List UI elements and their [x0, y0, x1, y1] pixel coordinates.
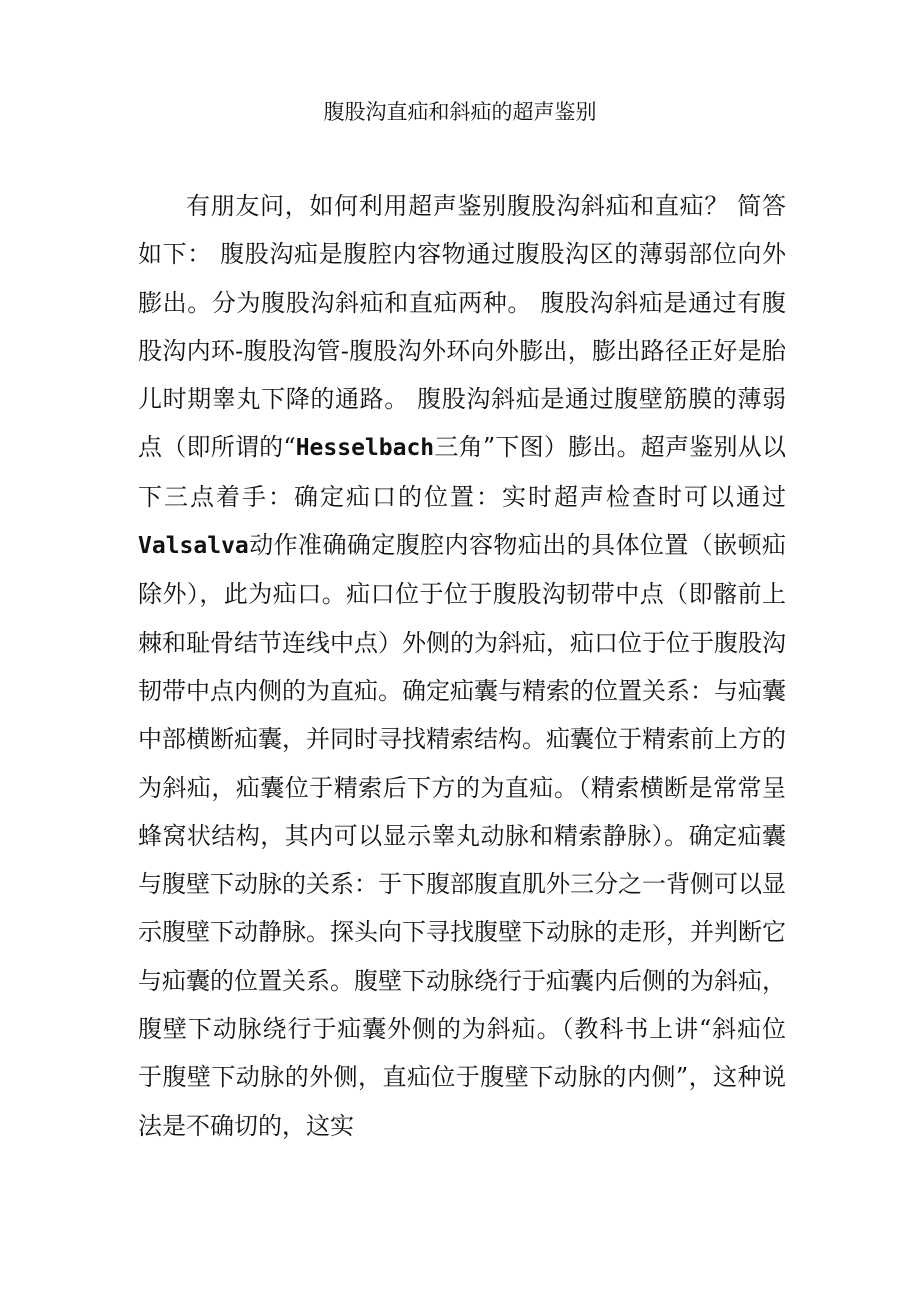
body-text-segment: 动作准确确定腹腔内容物疝出的具体位置（嵌顿疝除外），此为疝口。疝口位于位于腹股沟韧带中点（即髂前上棘和耻骨结节连线中点）外侧的为斜疝，疝口位于位于腹股沟韧带中点内侧的为直疝。确定疝囊与精索的位置关系：与疝囊中部横断疝囊，并同时寻找精索结构。疝囊位于精索前上方的为斜疝，疝囊位于精索后下方的为直疝。（精索横断是常常呈蜂窝状结构，其内可以显示睾丸动脉和精索静脉）。确定疝囊与腹壁下动脉的关系：于下腹部腹直肌外三分之一背侧可以显示腹壁下动静脉。探头向下寻找腹壁下动脉的走形，并判断它与疝囊的位置关系。腹壁下动脉绕行于疝囊内后侧的为斜疝，腹壁下动脉绕行于疝囊外侧的为斜疝。（教科书上讲“斜疝位于腹壁下动脉的外侧，直疝位于腹壁下动脉的内侧”，这种说法是不确切的，这实: [138, 531, 786, 1140]
body-text-segment: 三角”下图）膨出。超声鉴别从以下三点着手：确定疝口的位置：实时超声检查时可以通过: [138, 433, 786, 511]
document-body-paragraph: [138, 182, 786, 1150]
body-term-valsalva: Valsalva: [138, 533, 249, 560]
document-title: 腹股沟直疝和斜疝的超声鉴别: [323, 100, 597, 124]
body-text-segment: 有朋友问，如何利用超声鉴别腹股沟斜疝和直疝？ 简答如下： 腹股沟疝是腹腔内容物通过腹股沟区的薄弱部位向外膨出。分为腹股沟斜疝和直疝两种。 腹股沟斜疝是通过有腹股沟内环-腹股沟管-腹股沟外环向外膨出，膨出路径正好是胎儿时期睾丸下降的通路。 腹股沟斜疝是通过腹壁筋膜的薄弱点（即所谓的“: [138, 192, 786, 462]
body-term-hesselbach: Hesselbach: [295, 435, 435, 462]
